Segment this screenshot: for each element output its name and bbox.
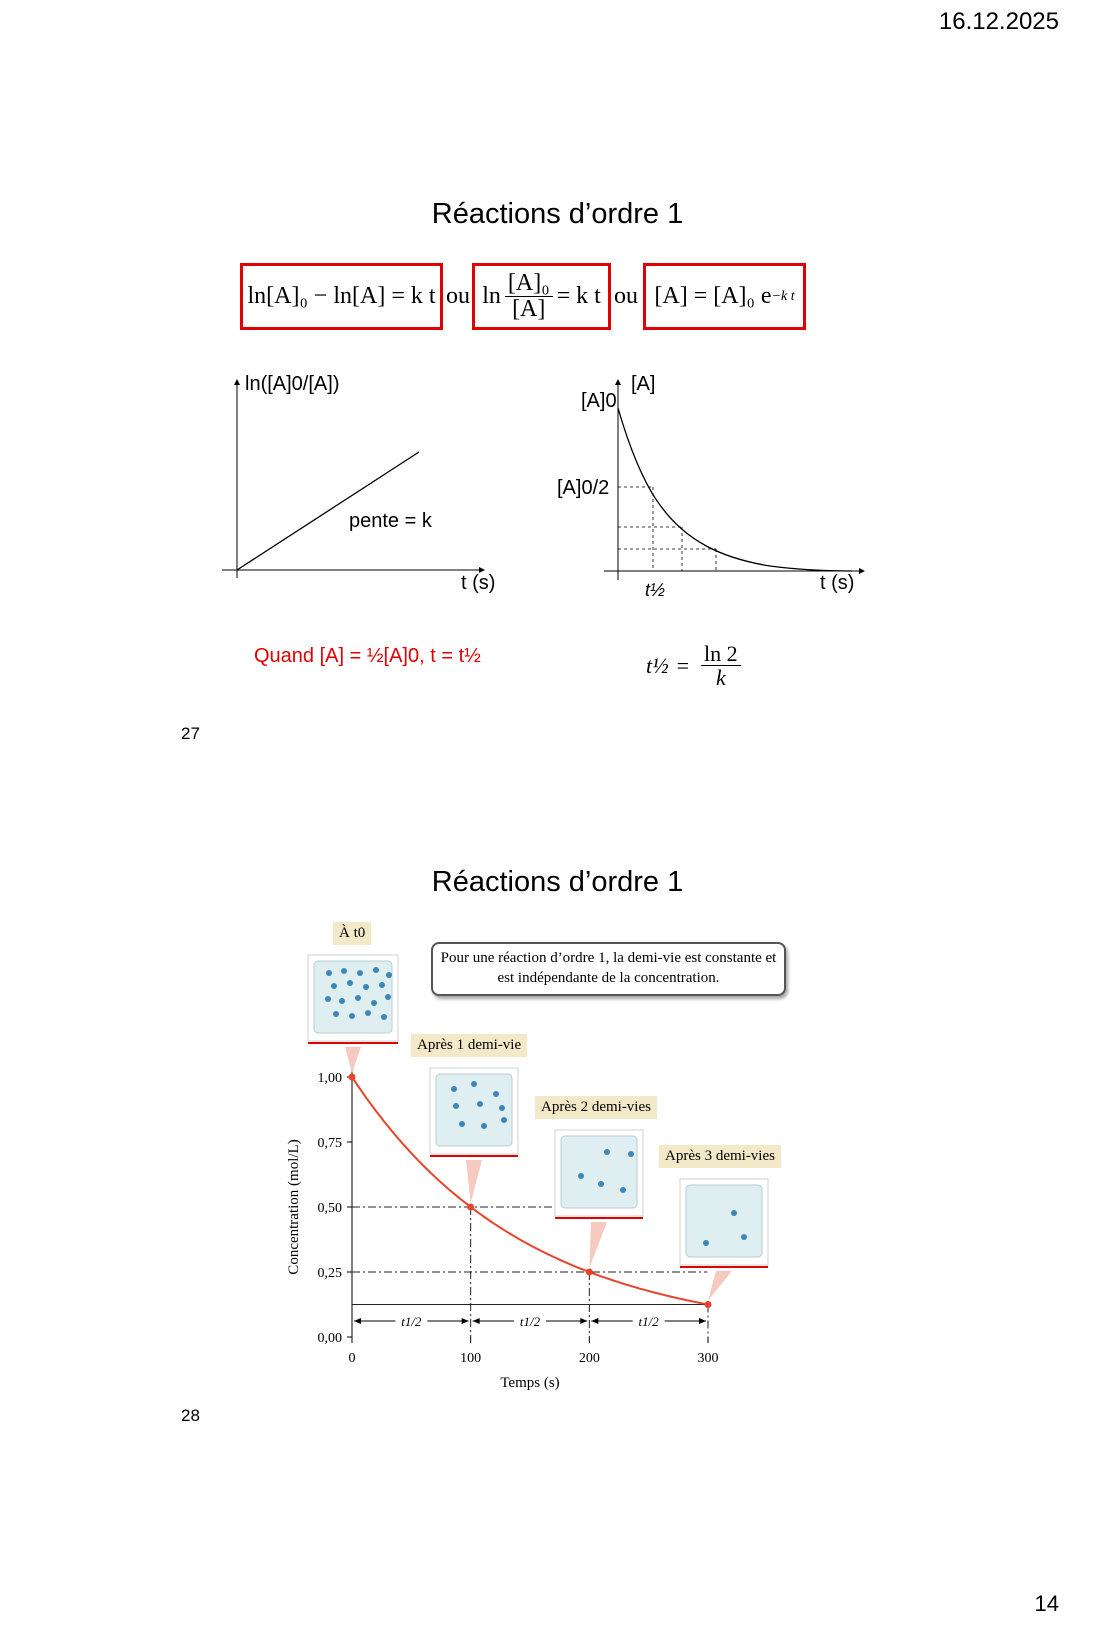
slope-annotation: pente = k: [349, 510, 432, 532]
decay-graph-ylabel: [A]: [631, 373, 656, 395]
molecule-dot: [385, 994, 391, 1000]
concentration-chart: [270, 950, 830, 1400]
decay-graph-start-label: [A]0: [581, 390, 617, 412]
y-tick-label: 1,00: [317, 1071, 342, 1086]
stage-pointer: [466, 1160, 482, 1203]
linear-graph-xlabel: t (s): [461, 572, 496, 594]
interval-arrowhead-left: [354, 1318, 361, 1324]
x-tick-label: 100: [460, 1351, 482, 1366]
molecule-dot: [363, 984, 369, 990]
molecule-dot: [347, 980, 353, 986]
stage-tag: Après 1 demi-vie: [411, 1034, 527, 1057]
molecule-dot: [703, 1240, 709, 1246]
interval-label: t1/2: [401, 1314, 422, 1329]
halflife-formula-den: k: [715, 665, 726, 691]
linear-graph-ylabel: ln([A]0/[A]): [245, 373, 340, 395]
equation-3-exponent: −k t: [771, 288, 795, 304]
molecule-dot: [341, 968, 347, 974]
molecule-dot: [598, 1181, 604, 1187]
decay-graph-half-label: [A]0/2: [557, 477, 610, 499]
stage-tag: Après 3 demi-vies: [659, 1145, 781, 1168]
molecule-dot: [620, 1187, 626, 1193]
molecule-dot: [451, 1086, 457, 1092]
stage-beaker: [561, 1136, 637, 1208]
molecule-dot: [325, 996, 331, 1002]
y-axis-label: Concentration (mol/L): [286, 1139, 302, 1275]
equation-separator-2: ou: [614, 283, 638, 309]
decay-graph: [590, 370, 870, 590]
equation-separator-1: ou: [446, 283, 470, 309]
molecule-dot: [453, 1103, 459, 1109]
stage-beaker: [686, 1185, 762, 1257]
halflife-guides: [618, 487, 716, 571]
molecule-dot: [459, 1121, 465, 1127]
molecule-dot: [333, 1011, 339, 1017]
molecule-dot: [499, 1105, 505, 1111]
interval-arrowhead-left: [473, 1318, 480, 1324]
x-tick-label: 0: [348, 1351, 356, 1366]
molecule-dot: [379, 982, 385, 988]
molecule-dot: [365, 1010, 371, 1016]
molecule-dot: [373, 967, 379, 973]
equation-3: [A] = [A]₀ e: [654, 283, 772, 309]
molecule-dot: [326, 970, 332, 976]
halflife-formula-num: ln 2: [701, 642, 741, 666]
page-number: 14: [1034, 1591, 1059, 1616]
interval-label: t1/2: [638, 1314, 659, 1329]
y-tick-label: 0,75: [317, 1136, 342, 1151]
equation-2-denominator: [A]: [512, 296, 546, 322]
interval-arrowhead-right: [580, 1318, 587, 1324]
molecule-dot: [477, 1101, 483, 1107]
halflife-callout: Pour une réaction d’ordre 1, la demi-vie est constante et est indépendante de la concentration.: [431, 942, 786, 996]
data-point: [705, 1301, 712, 1308]
equation-box-2: [472, 263, 611, 330]
interval-arrowhead-right: [699, 1318, 706, 1324]
slide28-number: 28: [181, 1406, 200, 1425]
stage-tag: À t0: [333, 922, 371, 945]
stage-beaker: [314, 961, 392, 1033]
equation-2-fraction: [505, 271, 553, 322]
molecule-dot: [493, 1091, 499, 1097]
equation-box-1: [240, 263, 443, 330]
data-point: [467, 1204, 474, 1211]
molecule-dot: [349, 1013, 355, 1019]
stage-tag: Après 2 demi-vies: [535, 1096, 657, 1119]
equation-2-numerator: [A]₀: [505, 271, 553, 297]
y-tick-label: 0,50: [317, 1201, 342, 1216]
molecule-dot: [371, 1000, 377, 1006]
molecule-dot: [741, 1234, 747, 1240]
molecule-dot: [481, 1123, 487, 1129]
interval-arrowhead-left: [591, 1318, 598, 1324]
halflife-condition: Quand [A] = ½[A]0, t = t½: [254, 645, 481, 667]
interval-label: t1/2: [519, 1314, 541, 1329]
molecule-dot: [339, 998, 345, 1004]
y-tick-label: 0,00: [317, 1331, 342, 1346]
y-tick-label: 0,25: [317, 1266, 342, 1281]
slide28-title: Réactions d’ordre 1: [431, 866, 684, 898]
decay-graph-xlabel: t (s): [820, 572, 855, 594]
molecule-dot: [386, 972, 392, 978]
data-point: [349, 1074, 356, 1081]
stage-pointer: [589, 1222, 607, 1268]
molecule-dot: [731, 1210, 737, 1216]
molecule-dot: [501, 1117, 507, 1123]
halflife-formula-lhs: t½: [646, 652, 669, 678]
slide27-number: 27: [181, 724, 200, 743]
stage-pointer: [708, 1271, 732, 1301]
equation-box-3: [643, 263, 806, 330]
slide27-title: Réactions d’ordre 1: [431, 198, 684, 230]
molecule-dot: [471, 1081, 477, 1087]
data-point: [586, 1269, 593, 1276]
molecule-dot: [604, 1149, 610, 1155]
equation-2-rhs: = k t: [556, 283, 601, 309]
decay-curve: [352, 1077, 708, 1305]
equation-2-prefix: ln: [482, 283, 501, 309]
x-axis-label: Temps (s): [500, 1375, 560, 1391]
molecule-dot: [381, 1014, 387, 1020]
header-date: 16.12.2025: [938, 8, 1059, 35]
molecule-dot: [628, 1151, 634, 1157]
interval-arrowhead-right: [462, 1318, 469, 1324]
molecule-dot: [578, 1173, 584, 1179]
halflife-formula: t½ = $\frac{\ln 2}{k}$: [646, 642, 745, 689]
x-tick-label: 200: [578, 1351, 600, 1366]
equation-1: ln[A]₀ − ln[A] = k t: [247, 283, 436, 309]
decay-graph-halflife-tick: t½: [645, 580, 666, 600]
molecule-dot: [355, 995, 361, 1001]
stage-pointer: [345, 1047, 361, 1073]
halflife-formula-fraction: [701, 642, 741, 689]
molecule-dot: [331, 983, 337, 989]
molecule-dot: [357, 970, 363, 976]
x-tick-label: 300: [697, 1351, 719, 1366]
